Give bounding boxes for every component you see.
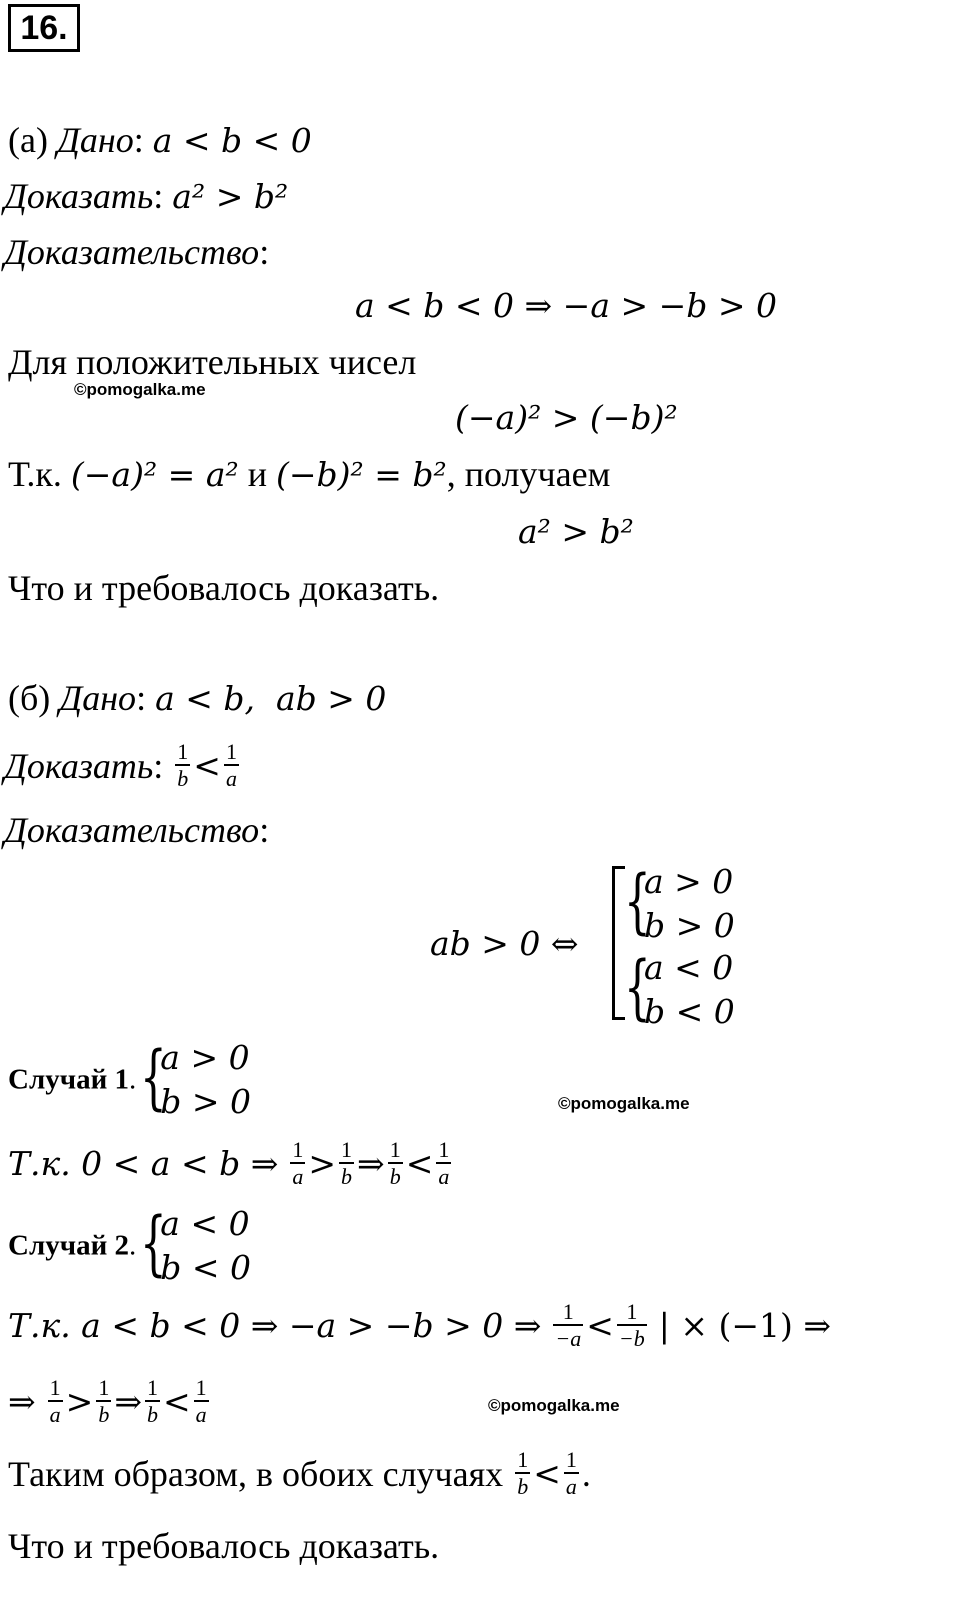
part-b-prove: Доказать: $\frac{1}{b}$ < $\frac{1}{a}$ [4,739,237,791]
since-and: и [247,454,267,494]
part-a-given: (а) Дано: a < b < 0 [8,120,312,160]
prove-word: Доказать [4,176,154,216]
watermark-1: ©pomogalka.me [74,380,206,399]
conclusion: Таким образом, в обоих случаях $\frac{1}{b}$ < $\frac{1}{a}$ . [8,1447,591,1499]
proof-word-b: Доказательство [4,810,260,850]
case2-header: Случай 2. { a < 0 b < 0 [8,1202,251,1290]
brace-icon: { [140,1202,168,1284]
brace-icon: { [624,860,651,942]
prove-word-b: Доказать [4,746,154,786]
case1-system: { a > 0 b > 0 [140,1036,251,1124]
equiv-left: ab > 0 ⇔ [430,924,579,963]
given-expr-b: a < b, ab > 0 [155,679,387,718]
system-negative: { a < 0 b < 0 [624,946,735,1034]
since-expr1: (−a)² = a² [70,455,239,494]
brace-icon: { [624,946,651,1028]
problem-number: 16. [8,4,80,52]
proof-word: Доказательство [4,232,260,272]
since-expr2: (−b)² = b² [276,455,447,494]
case1-label: Случай 1 [8,1063,130,1096]
since-suffix: , получаем [446,454,611,494]
case2-system: { a < 0 b < 0 [140,1202,251,1290]
part-b-qed: Что и требовалось доказать. [8,1526,440,1566]
case1-line: Т.к. 0 < a < b ⇒ $\frac{1}{a}$ > $\frac{1}{b}$ ⇒ $\frac{1}{b}$ < $\frac{1}{a}$ [8,1137,450,1189]
given-word: Дано [56,120,134,160]
since-prefix: Т.к. [8,454,62,494]
lt-sign: < [193,746,221,785]
case2-line: Т.к. a < b < 0 ⇒ −a > −b > 0 ⇒ $\frac{1}{-a}$ < $\frac{1}{-b}$ | × (−1) ⇒ [8,1299,832,1351]
watermark-2: ©pomogalka.me [558,1094,690,1113]
part-a-qed: Что и требовалось доказать. [8,568,440,608]
watermark-3: ©pomogalka.me [488,1396,620,1415]
part-a-prove: Доказать: a² > b² [4,176,289,216]
positive-text: Для положительных чисел [8,342,417,382]
part-a-step2: (−a)² > (−b)² [455,398,678,437]
given-word-b: Дано [59,678,137,718]
system-positive: { a > 0 b > 0 [624,860,735,948]
part-b-proof: Доказательство: [4,810,270,850]
brace-icon: { [140,1036,168,1118]
case1-header: Случай 1. { a > 0 b > 0 [8,1036,251,1124]
part-b-given: (б) Дано: a < b, ab > 0 [8,678,387,718]
prove-expr: a² > b² [172,177,289,216]
fraction-1-over-b: $\frac{1}{b}$ [177,739,189,791]
part-a-label: (а) [8,120,48,160]
given-expr: a < b < 0 [152,121,312,160]
part-a-proof: Доказательство: [4,232,270,272]
fraction-1-over-a: $\frac{1}{a}$ [225,739,237,791]
case2-label: Случай 2 [8,1229,130,1262]
part-b-label: (б) [8,678,51,718]
part-a-since [8,452,610,497]
part-a-step1: a < b < 0 ⇒ −a > −b > 0 [355,286,778,325]
case2-line2: ⇒ $\frac{1}{a}$ > $\frac{1}{b}$ ⇒ $\frac{1}{b}$ < $\frac{1}{a}$ [8,1375,207,1427]
part-a-step3: a² > b² [518,512,634,551]
